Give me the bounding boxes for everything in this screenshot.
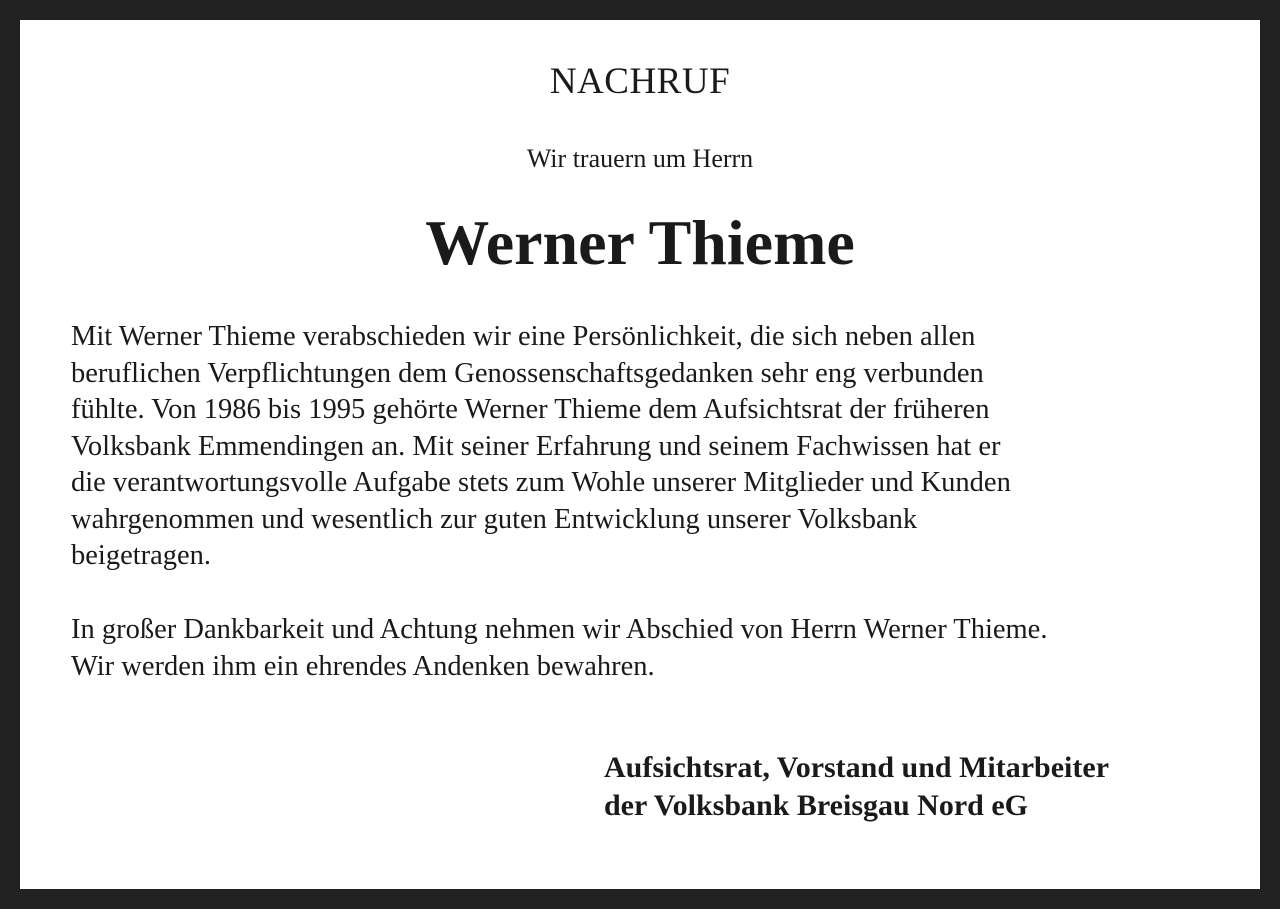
signature-line: der Volksbank Breisgau Nord eG	[604, 789, 1028, 822]
signature-line: Aufsichtsrat, Vorstand und Mitarbeiter	[604, 751, 1110, 784]
paragraph-line: die verantwortungsvolle Aufgabe stets zum Wohle unserer Mitglieder und Kunden	[71, 467, 1011, 498]
paragraph-line: Wir werden ihm ein ehrendes Andenken bewahren.	[71, 650, 655, 682]
deceased-name: Werner Thieme	[425, 207, 855, 278]
notice-intro: Wir trauern um Herrn	[526, 144, 754, 173]
tribute-paragraph	[71, 319, 1251, 575]
paragraph-line: beruflichen Verpflichtungen dem Genossenschaftsgedanken sehr eng verbunden	[71, 357, 984, 389]
paragraph-line: Mit Werner Thieme verabschieden wir eine Persönlichkeit, die sich neben allen	[71, 321, 976, 352]
signature-block	[604, 749, 1109, 825]
notice-heading: NACHRUF	[549, 61, 731, 102]
paragraph-line: beigetragen.	[71, 540, 212, 571]
farewell-paragraph	[71, 612, 1251, 685]
paragraph-line: In großer Dankbarkeit und Achtung nehmen wir Abschied von Herrn Werner Thieme.	[71, 614, 1048, 645]
paragraph-line: wahrgenommen und wesentlich zur guten Entwicklung unserer Volksbank	[71, 503, 918, 535]
paragraph-line: Volksbank Emmendingen an. Mit seiner Erfahrung und seinem Fachwissen hat er	[71, 430, 1001, 462]
obituary-notice	[20, 20, 1260, 889]
paragraph-line: fühlte. Von 1986 bis 1995 gehörte Werner Thieme dem Aufsichtsrat der früheren	[71, 394, 990, 425]
